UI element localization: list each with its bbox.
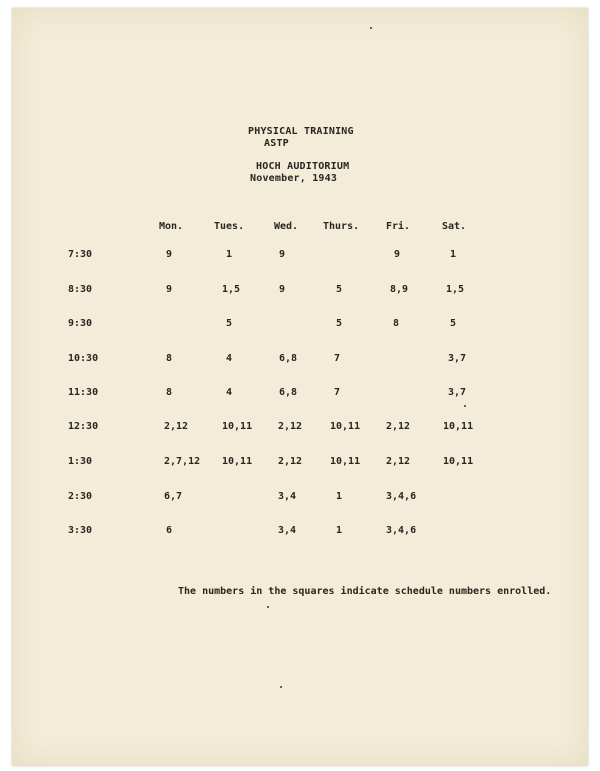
table-cell: 6,8 xyxy=(279,353,298,364)
table-cell: 5 xyxy=(226,318,233,329)
table-cell: 1,5 xyxy=(222,284,241,295)
time-label: 9:30 xyxy=(68,318,93,329)
table-cell: 5 xyxy=(336,284,343,295)
table-cell: 5 xyxy=(450,318,457,329)
document-page xyxy=(12,8,588,766)
paper-speck xyxy=(280,686,282,688)
table-cell: 4 xyxy=(226,387,233,398)
subtitle-astp: ASTP xyxy=(264,138,289,149)
table-cell: 10,11 xyxy=(443,456,474,467)
table-cell: 5 xyxy=(336,318,343,329)
day-header-mon: Mon. xyxy=(159,221,184,232)
day-header-wed: Wed. xyxy=(274,221,299,232)
table-cell: 3,4 xyxy=(278,525,297,536)
table-cell: 3,7 xyxy=(448,353,467,364)
table-cell: 8 xyxy=(166,387,173,398)
day-header-sat: Sat. xyxy=(442,221,467,232)
table-cell: 1 xyxy=(450,249,457,260)
paper-speck xyxy=(370,27,372,29)
table-cell: 9 xyxy=(166,249,173,260)
table-cell: 8 xyxy=(166,353,173,364)
table-cell: 4 xyxy=(226,353,233,364)
table-cell: 7 xyxy=(334,387,341,398)
footnote: The numbers in the squares indicate schedule numbers enrolled. xyxy=(178,586,552,597)
table-cell: 2,12 xyxy=(278,456,303,467)
table-cell: 1,5 xyxy=(446,284,465,295)
time-label: 1:30 xyxy=(68,456,93,467)
table-cell: 1 xyxy=(336,525,343,536)
date-heading: November, 1943 xyxy=(250,173,338,184)
table-cell: 9 xyxy=(279,284,286,295)
table-cell: 2,12 xyxy=(386,456,411,467)
table-cell: 10,11 xyxy=(443,421,474,432)
table-cell: 2,12 xyxy=(386,421,411,432)
table-cell: 6 xyxy=(166,525,173,536)
time-label: 2:30 xyxy=(68,491,93,502)
table-cell: 10,11 xyxy=(222,456,253,467)
table-cell: 7 xyxy=(334,353,341,364)
table-cell: 6,8 xyxy=(279,387,298,398)
paper-speck xyxy=(464,405,466,407)
table-cell: 1 xyxy=(336,491,343,502)
table-cell: 1 xyxy=(226,249,233,260)
table-cell: 9 xyxy=(279,249,286,260)
table-cell: 6,7 xyxy=(164,491,183,502)
table-cell: 3,7 xyxy=(448,387,467,398)
table-cell: 10,11 xyxy=(222,421,253,432)
table-cell: 10,11 xyxy=(330,456,361,467)
table-cell: 10,11 xyxy=(330,421,361,432)
table-cell: 2,7,12 xyxy=(164,456,201,467)
day-header-fri: Fri. xyxy=(386,221,411,232)
time-label: 10:30 xyxy=(68,353,99,364)
table-cell: 2,12 xyxy=(278,421,303,432)
paper-speck xyxy=(267,606,269,608)
time-label: 3:30 xyxy=(68,525,93,536)
table-cell: 9 xyxy=(166,284,173,295)
table-cell: 9 xyxy=(394,249,401,260)
day-header-tues: Tues. xyxy=(214,221,245,232)
table-cell: 8 xyxy=(393,318,400,329)
table-cell: 3,4,6 xyxy=(386,525,417,536)
location-heading: HOCH AUDITORIUM xyxy=(256,161,350,172)
day-header-thurs: Thurs. xyxy=(323,221,360,232)
title-physical-training: PHYSICAL TRAINING xyxy=(248,126,354,137)
table-cell: 3,4,6 xyxy=(386,491,417,502)
table-cell: 8,9 xyxy=(390,284,409,295)
table-cell: 3,4 xyxy=(278,491,297,502)
time-label: 7:30 xyxy=(68,249,93,260)
time-label: 8:30 xyxy=(68,284,93,295)
time-label: 11:30 xyxy=(68,387,99,398)
table-cell: 2,12 xyxy=(164,421,189,432)
time-label: 12:30 xyxy=(68,421,99,432)
